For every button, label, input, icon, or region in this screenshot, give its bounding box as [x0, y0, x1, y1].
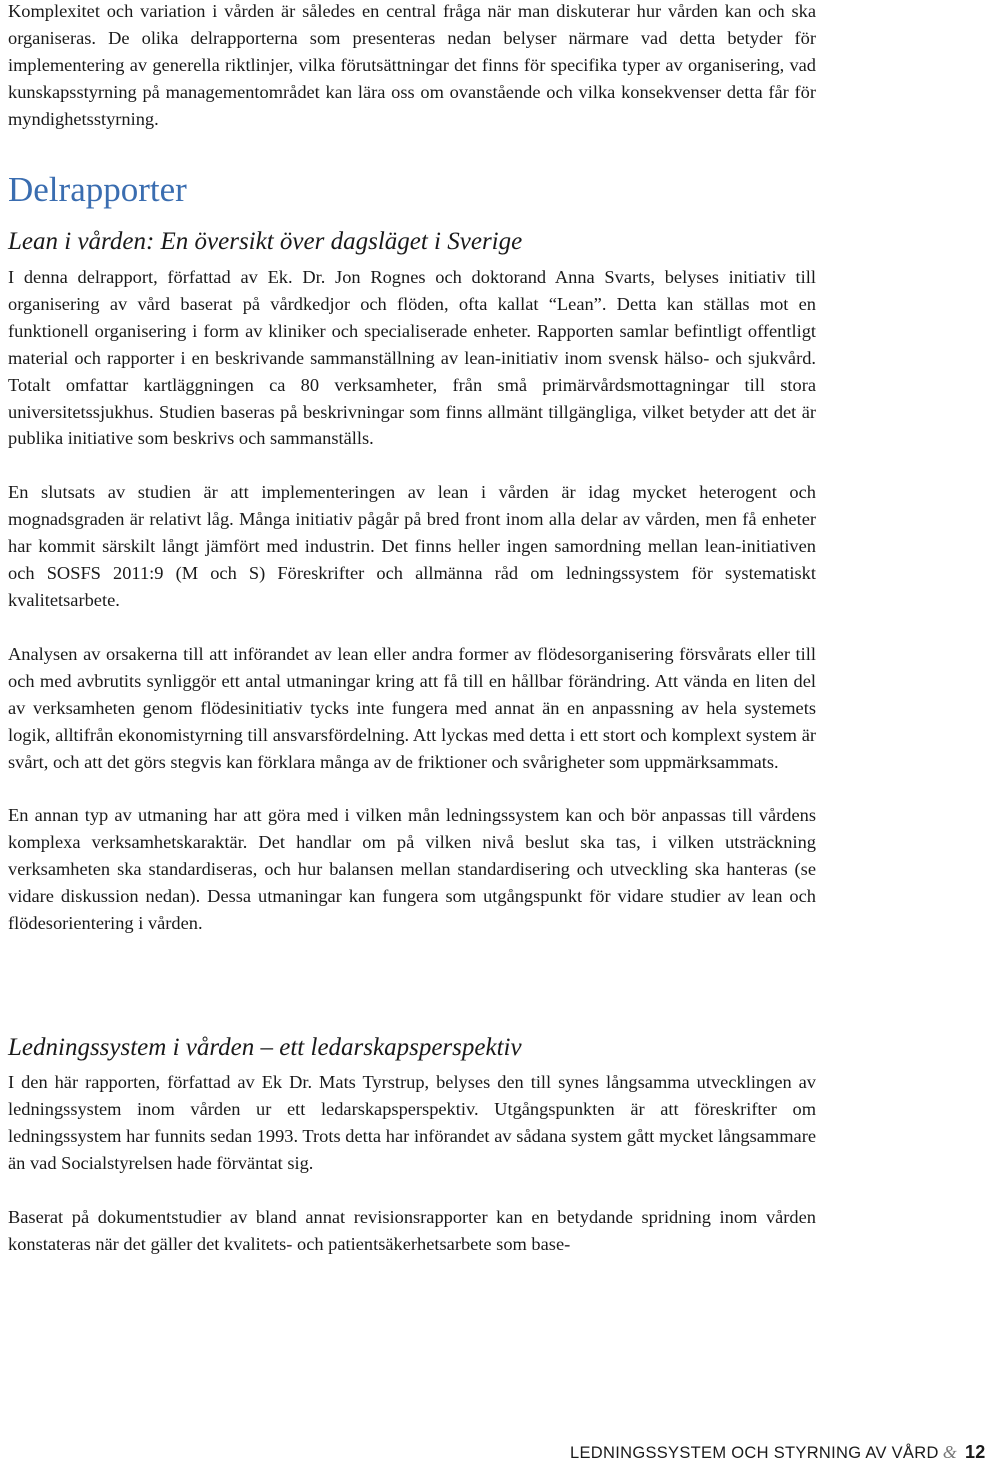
subsection-body-lean [8, 264, 816, 937]
paragraph: Analysen av orsakerna till att införandet av lean eller andra former av flödesorganisering försvårats eller till och med avbrutits synliggör ett antal utmaningar kring att få till en hållbar förändring. Att vända en liten del av verksamheten genom flödesinitiativ tycks inte fungera med annat än en anpassning av hela systemets logik, alltifrån ekonomistyrning till ansvarsfördelning. Att lyckas med detta i ett stort och komplext system är svårt, och att det görs stegvis kan förklara många av de friktioner och svårigheter som uppmärksammats. [8, 643, 816, 772]
paragraph: I denna delrapport, författad av Ek. Dr. Jon Rognes och doktorand Anna Svarts, belyses initiativ till organisering av vård baserat på vårdkedjor och flöden, ofta kallat “Lean”. Detta kan ställas mot en funktionell organisering i form av kliniker och specialiserade enheter. Rapporten samlar befintligt offentligt material och rapporter i en beskrivande sammanställning av lean-initiativ inom svensk hälso- och sjukvård. Totalt omfattar kartläggningen ca 80 verksamheter, från små primärvårdsmottagningar till stora universitetssjukhus. Studien baseras på beskrivningar som finns allmänt tillgängliga, vilket betyder att det är publika initiative som beskrivs och sammanställs. [8, 267, 816, 449]
paragraph: En annan typ av utmaning har att göra med i vilken mån ledningssystem kan och bör anpassas till vårdens komplexa verksamhetskaraktär. Det handlar om på vilken nivå beslut ska tas, i vilken utsträckning verksamheten ska standardiseras, och hur balansen mellan standardisering och utveckling ska hanteras (se vidare diskussion nedan). Dessa utmaningar kan fungera som utgångspunkt för vidare studier av lean och flödesorientering i vården. [8, 805, 816, 934]
subsection-heading-lean: Lean i vården: En översikt över dagsläget i Sverige [8, 228, 523, 255]
page-number: 12 [965, 1442, 986, 1462]
paragraph: Baserat på dokumentstudier av bland annat revisionsrapporter kan en betydande spridning inom vården konstateras när det gäller det kvalitets- och patientsäkerhetsarbete som base- [8, 1206, 816, 1254]
page-footer [570, 1442, 986, 1463]
ampersand-glyph: & [942, 1442, 957, 1462]
intro-paragraph: Komplexitet och variation i vården är således en central fråga när man diskuterar hur vården kan och ska organiseras. De olika delrapporterna som presenteras nedan belyser närmare vad detta betyder för implementering av generella riktlinjer, vilka förutsättningar det finns för specifika typer av organisering, vad kunskapsstyrning på managementområdet kan lära oss om ovanstående och vilka konsekvenser detta får för myndighetsstyrning. [8, 1, 816, 129]
subsection-body-ledningssystem [8, 1069, 816, 1257]
subsection-heading-ledningssystem: Ledningssystem i vården – ett ledarskapsperspektiv [8, 1034, 522, 1061]
section-heading: Delrapporter [8, 170, 187, 209]
paragraph: I den här rapporten, författad av Ek Dr. Mats Tyrstrup, belyses den till synes långsamma utvecklingen av ledningssystem inom vården ur ett ledarskapsperspektiv. Utgångspunkten är att föreskrifter om ledningssystem har funnits sedan 1993. Trots detta har införandet av sådana system gått mycket långsammare än vad Socialstyrelsen hade förväntat sig. [8, 1072, 816, 1173]
paragraph: En slutsats av studien är att implementeringen av lean i vården är idag mycket heterogent och mognadsgraden är relativt låg. Många initiativ pågår på bred front inom alla delar av vården, men få enheter har kommit särskilt långt jämfört med industrin. Det finns heller ingen samordning mellan lean-initiativen och SOSFS 2011:9 (M och S) Föreskrifter och allmänna råd om ledningssystem för systematiskt kvalitetsarbete. [8, 482, 816, 610]
running-title: LEDNINGSSYSTEM OCH STYRNING AV VÅRD [570, 1444, 939, 1462]
